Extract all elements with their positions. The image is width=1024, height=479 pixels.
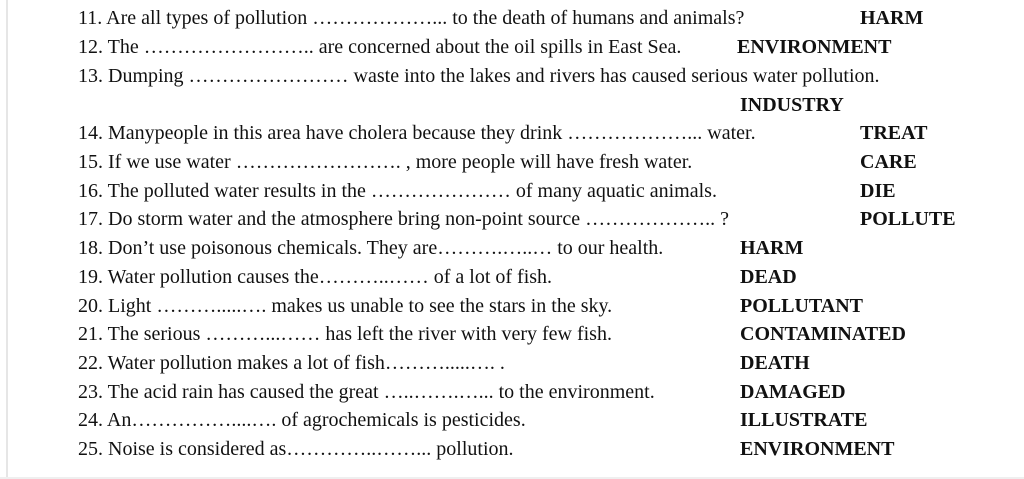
question-22: 22. Water pollution makes a lot of fish……….....…. . (78, 352, 505, 374)
question-24: 24. An……………....…. of agrochemicals is pesticides. (78, 409, 526, 431)
keyword-12: ENVIRONMENT (737, 36, 892, 58)
keyword-22: DEATH (740, 352, 810, 374)
page-edge-rule (6, 0, 8, 479)
question-13: 13. Dumping …………………… waste into the lakes and rivers has caused serious water pollution. (78, 65, 880, 87)
keyword-20: POLLUTANT (740, 295, 863, 317)
keyword-14: TREAT (860, 122, 928, 144)
question-19: 19. Water pollution causes the………..…… of a lot of fish. (78, 266, 553, 288)
keyword-16: DIE (860, 180, 896, 202)
keyword-13: INDUSTRY (740, 94, 844, 116)
question-18: 18. Don’t use poisonous chemicals. They are……….…..… to our health. (78, 237, 664, 259)
question-15: 15. If we use water ……………………. , more people will have fresh water. (78, 151, 693, 173)
question-14: 14. Manypeople in this area have cholera because they drink ………………... water. (78, 122, 756, 144)
keyword-11: HARM (860, 7, 924, 29)
keyword-21: CONTAMINATED (740, 323, 906, 345)
keyword-17: POLLUTE (860, 208, 956, 230)
question-16: 16. The polluted water results in the ………………… of many aquatic animals. (78, 180, 717, 202)
keyword-15: CARE (860, 151, 917, 173)
question-20: 20. Light ……….....…. makes us unable to see the stars in the sky. (78, 295, 613, 317)
question-17: 17. Do storm water and the atmosphere bring non-point source ……………….. ? (78, 208, 729, 230)
keyword-23: DAMAGED (740, 381, 846, 403)
keyword-19: DEAD (740, 266, 797, 288)
question-12: 12. The …………………….. are concerned about the oil spills in East Sea. (78, 36, 682, 58)
question-21: 21. The serious ………...…… has left the river with very few fish. (78, 323, 612, 345)
question-25: 25. Noise is considered as…………..……... pollution. (78, 438, 514, 460)
question-11: 11. Are all types of pollution ………………... to the death of humans and animals? (78, 7, 745, 29)
keyword-24: ILLUSTRATE (740, 409, 868, 431)
keyword-25: ENVIRONMENT (740, 438, 895, 460)
keyword-18: HARM (740, 237, 804, 259)
question-23: 23. The acid rain has caused the great …..…….…... to the environment. (78, 381, 655, 403)
